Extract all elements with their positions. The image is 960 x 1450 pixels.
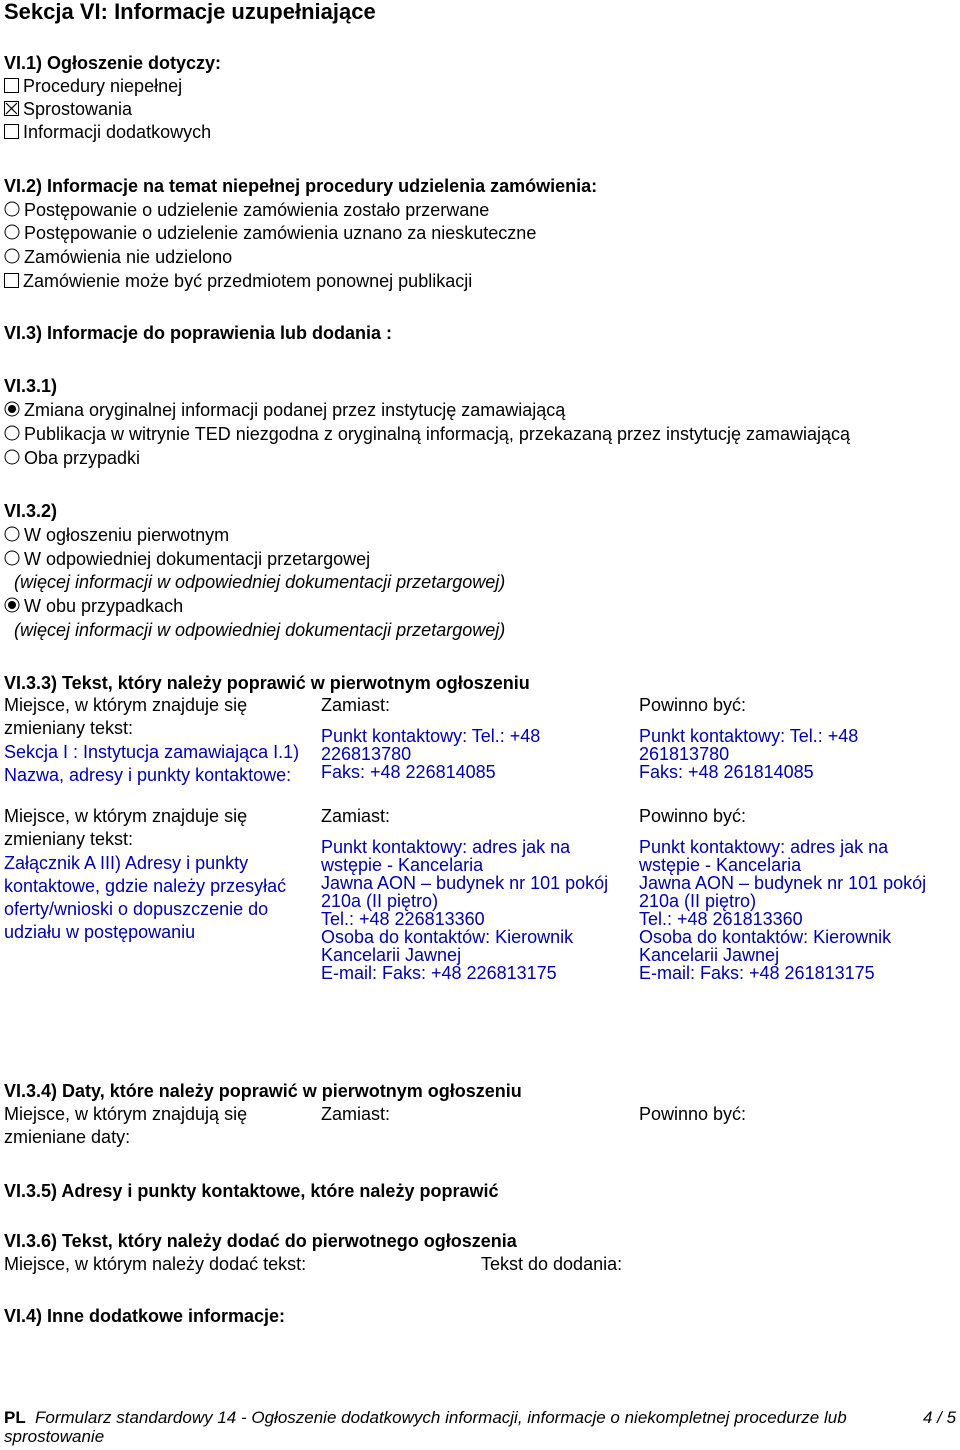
vi31-radio-ted[interactable] (4, 423, 850, 446)
vi31-radio-oba[interactable] (4, 447, 140, 470)
vi2-radio-przerwane[interactable] (4, 199, 489, 222)
checkbox-empty-icon (4, 78, 19, 93)
vi32-heading: VI.3.2) (4, 501, 58, 521)
footer-page-number: 4 / 5 (923, 1408, 957, 1427)
radio-selected-icon (4, 401, 20, 417)
radio-empty-icon (4, 526, 20, 542)
checkbox-empty-icon (4, 124, 19, 139)
vi33-should-line: Punkt kontaktowy: Tel.: +48 (639, 726, 859, 746)
vi34-heading: VI.3.4) Daty, które należy poprawić w pierwotnym ogłoszeniu (4, 1081, 522, 1101)
vi34-col-instead-label: Zamiast: (321, 1104, 391, 1124)
vi33-col-place-label: Miejsce, w którym znajduje się zmieniany tekst: (4, 695, 248, 738)
vi2-radio-label: Postępowanie o udzielenie zamówienia zostało przerwane (24, 200, 490, 220)
section-title: Sekcja VI: Informacje uzupełniające (4, 0, 376, 24)
vi32-radio-label: W ogłoszeniu pierwotnym (24, 525, 230, 545)
vi2-radio-nie-udzielono[interactable] (4, 246, 232, 269)
vi34-col-should-label: Powinno być: (639, 1104, 747, 1124)
vi2-heading: VI.2) Informacje na temat niepełnej procedury udzielenia zamówienia: (4, 176, 598, 196)
footer-form-title: Formularz standardowy 14 - Ogłoszenie dodatkowych informacji, informacje o niekompletnej procedurze lub sprostowanie (4, 1408, 847, 1446)
vi1-option-sprostowania[interactable] (4, 98, 132, 121)
vi36-heading: VI.3.6) Tekst, który należy dodać do pierwotnego ogłoszenia (4, 1231, 517, 1251)
vi33-col-should-label: Powinno być: (639, 695, 747, 715)
vi33-should-line: Punkt kontaktowy: adres jak na (639, 837, 889, 857)
vi33-place-line: Sekcja I : Instytucja zamawiająca I.1) (4, 742, 300, 762)
vi31-radio-label: Oba przypadki (24, 448, 141, 468)
vi33-heading: VI.3.3) Tekst, który należy poprawić w pierwotnym ogłoszeniu (4, 673, 530, 693)
radio-empty-icon (4, 550, 20, 566)
vi32-radio-dokumentacji[interactable] (4, 548, 370, 571)
vi2-radio-label: Zamówienia nie udzielono (24, 247, 233, 267)
vi33-instead-line: Osoba do kontaktów: Kierownik (321, 927, 574, 947)
vi33-should-line: Jawna AON – budynek nr 101 pokój (639, 873, 927, 893)
vi2-radio-nieskuteczne[interactable] (4, 222, 536, 245)
vi1-option-label: Informacji dodatkowych (23, 122, 212, 142)
vi33-should-line: Tel.: +48 261813360 (639, 909, 803, 929)
radio-empty-icon (4, 248, 20, 264)
footer-lang: PL (4, 1408, 26, 1427)
vi33-place-line: Nazwa, adresy i punkty kontaktowe: (4, 765, 292, 785)
vi1-option-informacji[interactable] (4, 121, 211, 144)
vi35-heading: VI.3.5) Adresy i punkty kontaktowe, które należy poprawić (4, 1181, 499, 1201)
vi33-should-line: Kancelarii Jawnej (639, 945, 780, 965)
vi2-radio-label: Postępowanie o udzielenie zamówienia uznano za nieskuteczne (24, 223, 537, 243)
vi33-place-line: udziału w postępowaniu (4, 922, 196, 942)
vi33-instead-line: wstępie - Kancelaria (321, 855, 484, 875)
vi32-radio-pierwotnym[interactable] (4, 524, 229, 547)
vi33-instead-line: 226813780 (321, 744, 412, 764)
vi33-should-line: 210a (II piętro) (639, 891, 757, 911)
vi33-instead-line: Kancelarii Jawnej (321, 945, 462, 965)
vi32-note: (więcej informacji w odpowiedniej dokumentacji przetargowej) (14, 620, 506, 640)
vi33-instead-line: Punkt kontaktowy: adres jak na (321, 837, 571, 857)
vi33-col-instead-label: Zamiast: (321, 695, 391, 715)
radio-selected-icon (4, 597, 20, 613)
vi31-radio-label: Zmiana oryginalnej informacji podanej przez instytucję zamawiającą (24, 400, 566, 420)
vi31-heading: VI.3.1) (4, 376, 58, 396)
checkbox-empty-icon (4, 273, 19, 288)
vi33-instead-line: Jawna AON – budynek nr 101 pokój (321, 873, 609, 893)
vi1-heading: VI.1) Ogłoszenie dotyczy: (4, 53, 222, 73)
vi4-heading: VI.4) Inne dodatkowe informacje: (4, 1306, 286, 1326)
vi33-should-line: wstępie - Kancelaria (639, 855, 802, 875)
vi33-should-line: E-mail: Faks: +48 261813175 (639, 963, 875, 983)
vi34-col-place-label: Miejsce, w którym znajdują się zmieniane daty: (4, 1104, 248, 1147)
vi33-place-line: Załącznik A III) Adresy i punkty (4, 853, 249, 873)
vi2-checkbox-label: Zamówienie może być przedmiotem ponownej publikacji (23, 271, 473, 291)
vi3-heading: VI.3) Informacje do poprawienia lub dodania : (4, 323, 393, 343)
vi36-col-text-label: Tekst do dodania: (481, 1254, 623, 1274)
vi2-checkbox-ponownej[interactable] (4, 270, 472, 293)
vi31-radio-zmiana[interactable] (4, 399, 565, 422)
checkbox-checked-icon (4, 101, 19, 116)
vi33-instead-line: Faks: +48 226814085 (321, 762, 496, 782)
vi33-col-place-label: Miejsce, w którym znajduje się zmieniany tekst: (4, 806, 248, 849)
radio-empty-icon (4, 425, 20, 441)
vi32-radio-obu[interactable] (4, 595, 183, 618)
vi1-option-procedury[interactable] (4, 75, 182, 98)
radio-empty-icon (4, 449, 20, 465)
radio-empty-icon (4, 201, 20, 217)
vi1-option-label: Procedury niepełnej (23, 76, 183, 96)
vi33-col-instead-label: Zamiast: (321, 806, 391, 826)
vi33-instead-line: Punkt kontaktowy: Tel.: +48 (321, 726, 541, 746)
vi32-radio-label: W odpowiedniej dokumentacji przetargowej (24, 549, 371, 569)
vi33-place-line: oferty/wnioski o dopuszczenie do (4, 899, 269, 919)
vi33-col-should-label: Powinno być: (639, 806, 747, 826)
radio-empty-icon (4, 224, 20, 240)
vi33-instead-line: 210a (II piętro) (321, 891, 439, 911)
vi33-should-line: Faks: +48 261814085 (639, 762, 814, 782)
vi33-should-line: 261813780 (639, 744, 730, 764)
vi1-option-label: Sprostowania (23, 99, 133, 119)
vi33-should-line: Osoba do kontaktów: Kierownik (639, 927, 892, 947)
vi32-note: (więcej informacji w odpowiedniej dokumentacji przetargowej) (14, 572, 506, 592)
vi31-radio-label: Publikacja w witrynie TED niezgodna z oryginalną informacją, przekazaną przez instytucję zamawiającą (24, 424, 851, 444)
vi33-instead-line: Tel.: +48 226813360 (321, 909, 485, 929)
vi36-col-place-label: Miejsce, w którym należy dodać tekst: (4, 1254, 307, 1274)
vi32-radio-label: W obu przypadkach (24, 596, 184, 616)
vi33-place-line: kontaktowe, gdzie należy przesyłać (4, 876, 287, 896)
vi33-instead-line: E-mail: Faks: +48 226813175 (321, 963, 557, 983)
